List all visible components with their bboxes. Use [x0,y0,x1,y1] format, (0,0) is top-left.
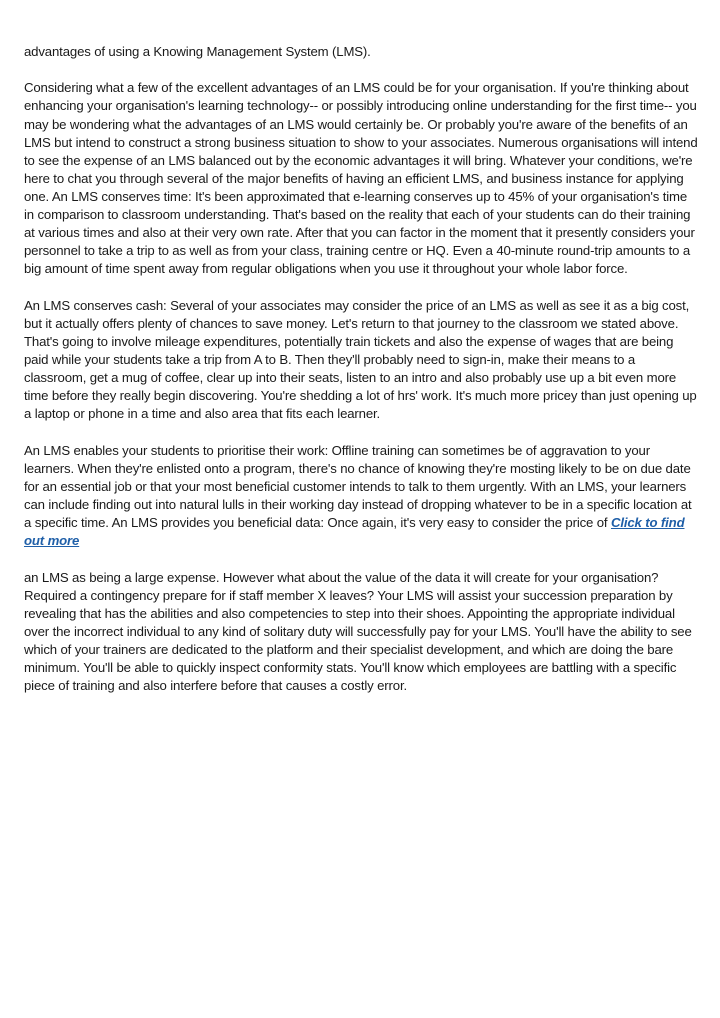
document-page [24,43,700,713]
paragraph-lms-saves-money: An LMS conserves cash: Several of your associates may consider the price of an LMS as well as see it as a big cost, but it actually offers plenty of chances to save money. Let's return to that journey to the classroom we stated above. That's going to involve mileage expenditures, potentially train tickets and also the expense of wages that are being paid while your students take a trip from A to B. Then they'll probably need to sign-in, make their means to a classroom, get a mug of coffee, clear up into their seats, listen to an intro and also probably use up a bit even more time before they really begin discovering. You're shedding a lot of hrs' work. It's much more pricey than just opening up a laptop or phone in a time and also area that fits each learner. [24,297,697,422]
paragraph-lms-data-value: an LMS as being a large expense. However what about the value of the data it will create for your organisation? Required a contingency prepare for if staff member X leaves? Your LMS will assist your succession preparation by revealing that has the abilities and also competencies to step into their shoes. Appointing the appropriate individual over the incorrect individual to any kind of solitary duty will successfully pay for your LMS. You'll have the ability to see which of your trainers are dedicated to the platform and their specialist development, and which are doing the bare minimum. You'll be able to quickly inspect conformity stats. You'll know which employees are battling with a specific piece of training and also interfere before that causes a costly error. [24,569,692,694]
paragraph-intro: advantages of using a Knowing Management System (LMS). [24,44,371,59]
paragraph-lms-saves-time: Considering what a few of the excellent advantages of an LMS could be for your organisation. If you're thinking about enhancing your organisation's learning technology-- or possibly introducing online understanding for the first time-- you may be wondering what the advantages of an LMS would certainly be. Or probably you're aware of the benefits of an LMS but intend to construct a strong business situation to show to your associates. Numerous organisations will intend to see the expense of an LMS balanced out by the economic advantages it will bring. Whatever your conditions, we're here to chat you through several of the major benefits of having an efficient LMS, and business instance for applying one. An LMS conserves time: It's been approximated that e-learning conserves up to 45% of your organisation's time in comparison to classroom understanding. That's based on the reality that each of your students can do their training at various times and also at their very own rate. After that you can factor in the moment that it presently considers your personnel to take a trip to as well as from your class, training centre or HQ. Even a 40-minute round-trip amounts to a big amount of time spent away from regular obligations when you use it throughout your whole labor force. [24,80,698,277]
paragraph-text: An LMS enables your students to prioritise their work: Offline training can sometimes be of aggravation to your learners. When they're enlisted onto a program, there's no chance of knowing they're mosting likely to be on due date for an essential job or that your most beneficial customer intends to talk to them urgently. With an LMS, your learners can include finding out into natural lulls in their working day instead of dropping whatever to be in a specific location at a specific time. An LMS provides you beneficial data: Once again, it's very easy to consider the price of [24,442,692,531]
paragraph-lms-prioritise-work [24,442,700,551]
find-out-more-link[interactable]: Click to find out more [24,515,685,549]
